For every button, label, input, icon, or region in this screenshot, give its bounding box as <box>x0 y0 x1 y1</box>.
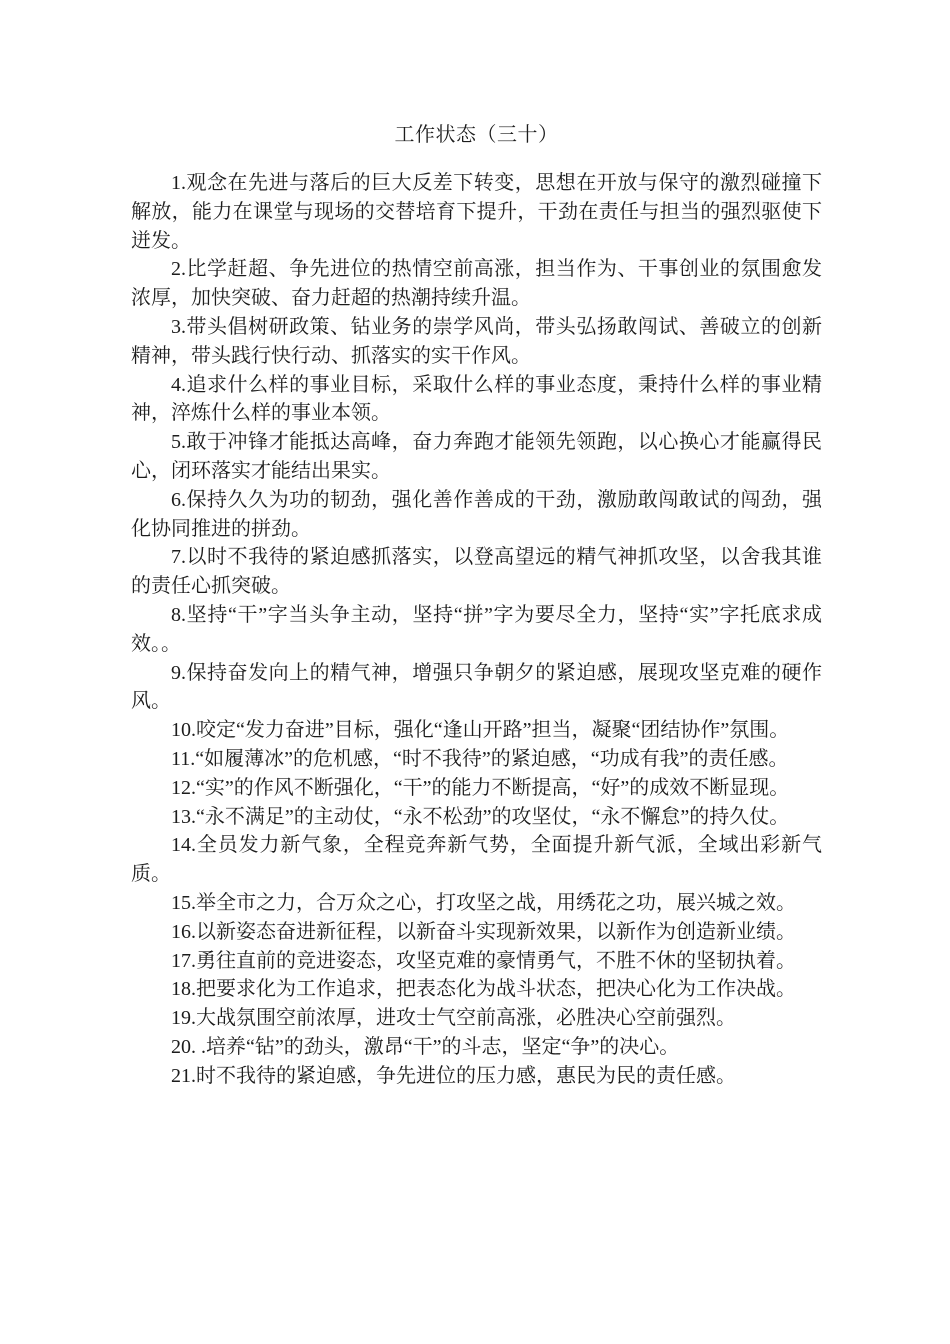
list-item-5: 5.敢于冲锋才能抵达高峰，奋力奔跑才能领先领跑，以心换心才能赢得民心，闭环落实才能结出果实。 <box>131 431 822 482</box>
list-item-17: 17.勇往直前的竞进姿态，攻坚克难的豪情勇气，不胜不休的坚韧执着。 <box>171 949 796 972</box>
list-item-12: 12.“实”的作风不断强化，“干”的能力不断提高，“好”的成效不断显现。 <box>171 776 790 799</box>
list-item-1: 1.观念在先进与落后的巨大反差下转变，思想在开放与保守的激烈碰撞下解放，能力在课堂与现场的交替培育下提升，干劲在责任与担当的强烈驱使下迸发。 <box>131 172 822 252</box>
document-content <box>131 121 822 1091</box>
list-item-6: 6.保持久久为功的韧劲，强化善作善成的干劲，激励敢闯敢试的闯劲，强化协同推进的拼劲。 <box>131 488 822 540</box>
list-item-14: 14.全员发力新气象，全程竞奔新气势，全面提升新气派，全域出彩新气质。 <box>131 834 822 886</box>
document-title: 工作状态（三十） <box>394 124 559 146</box>
list-item-2: 2.比学赶超、争先进位的热情空前高涨，担当作为、干事创业的氛围愈发浓厚，加快突破、奋力赶超的热潮持续升温。 <box>131 258 822 310</box>
list-item-11: 11.“如履薄冰”的危机感，“时不我待”的紧迫感，“功成有我”的责任感。 <box>171 747 789 770</box>
list-item-8: 8.坚持“干”字当头争主动，坚持“拼”字为要尽全力，坚持“实”字托底求成效。。 <box>131 603 822 655</box>
list-item-4: 4.追求什么样的事业目标，采取什么样的事业态度，秉持什么样的事业精神，淬炼什么样的事业本领。 <box>131 373 822 425</box>
document-body <box>131 169 822 1091</box>
list-item-18: 18.把要求化为工作追求，把表态化为战斗状态，把决心化为工作决战。 <box>171 978 796 1001</box>
list-item-3: 3.带头倡树研政策、钻业务的崇学风尚，带头弘扬敢闯试、善破立的创新精神，带头践行快行动、抓落实的实干作风。 <box>131 315 822 367</box>
list-item-16: 16.以新姿态奋进新征程，以新奋斗实现新效果，以新作为创造新业绩。 <box>171 920 796 943</box>
list-item-10: 10.咬定“发力奋进”目标，强化“逢山开路”担当，凝聚“团结协作”氛围。 <box>171 719 790 742</box>
list-item-13: 13.“永不满足”的主动仗，“永不松劲”的攻坚仗，“永不懈怠”的持久仗。 <box>171 805 790 828</box>
list-item-19: 19.大战氛围空前浓厚，进攻士气空前高涨，必胜决心空前强烈。 <box>171 1007 736 1030</box>
list-item-21: 21.时不我待的紧迫感，争先进位的压力感，惠民为民的责任感。 <box>171 1064 736 1087</box>
list-item-7: 7.以时不我待的紧迫感抓落实，以登高望远的精气神抓攻坚，以舍我其谁的责任心抓突破。 <box>131 546 822 598</box>
list-item-20: 20. .培养“钻”的劲头，激昂“干”的斗志，坚定“争”的决心。 <box>171 1035 680 1058</box>
list-item-15: 15.举全市之力，合万众之心，打攻坚之战，用绣花之功，展兴城之效。 <box>171 891 796 914</box>
list-item-9: 9.保持奋发向上的精气神，增强只争朝夕的紧迫感，展现攻坚克难的硬作风。 <box>131 661 822 713</box>
